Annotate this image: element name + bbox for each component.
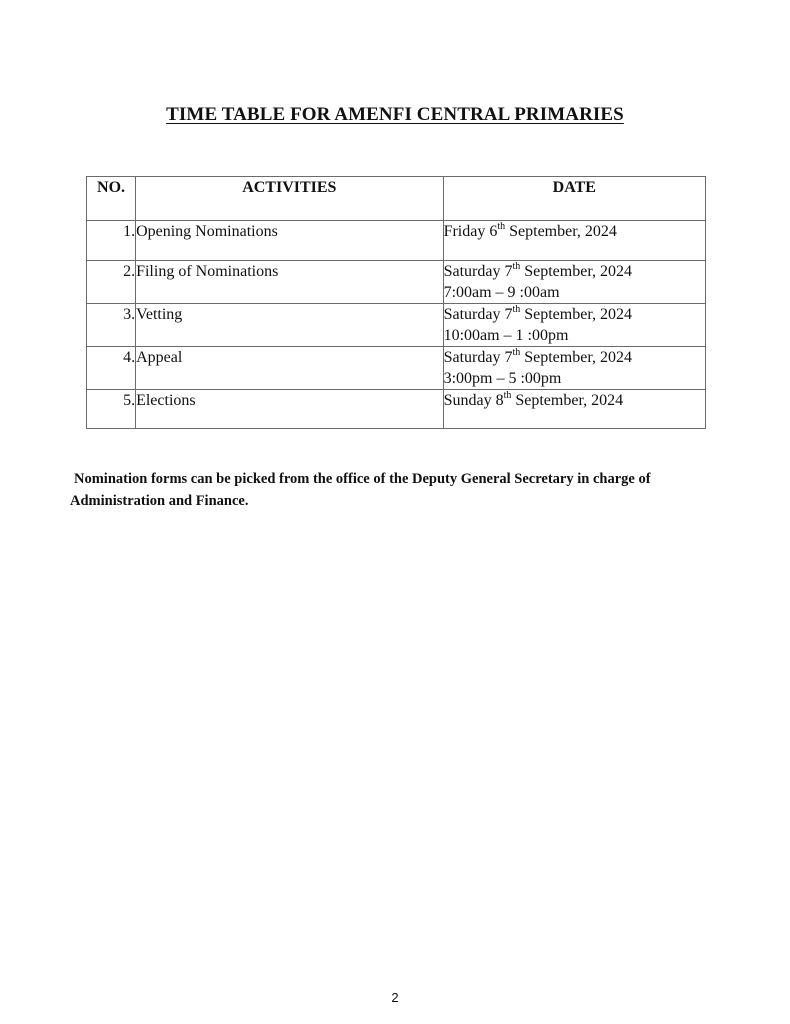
row-date [443,261,705,304]
date-line [444,390,705,411]
header-date: DATE [443,177,705,221]
date-ordinal: th [497,220,506,232]
date-ordinal: th [512,303,521,315]
table-row [87,347,706,390]
row-activity: Vetting [136,304,443,347]
date-month-year: September, 2024 [511,392,624,409]
date-line [444,261,705,282]
row-number: 2. [87,261,136,304]
row-date [443,304,705,347]
date-month-year: September, 2024 [520,263,632,280]
time-range: 10:00am – 1 :00pm [443,327,569,344]
date-line [444,304,705,325]
header-no: NO. [87,177,136,221]
time-range: 7:00am – 9 :00am [443,284,560,301]
row-date [443,390,705,429]
date-day: Saturday 7 [443,263,513,280]
row-activity: Appeal [136,347,443,390]
date-month-year: September, 2024 [520,306,632,323]
page-number: 2 [391,990,399,1005]
page-title: TIME TABLE FOR AMENFI CENTRAL PRIMARIES [166,104,624,125]
date-day: Saturday 7 [443,306,513,323]
date-day: Saturday 7 [443,349,513,366]
header-activities: ACTIVITIES [136,177,443,221]
table-row [87,221,706,261]
date-ordinal: th [503,389,512,401]
date-day: Friday 6 [443,223,498,240]
table-row [87,261,706,304]
date-line [444,347,705,368]
row-date [443,221,705,261]
time-range: 3:00pm – 5 :00pm [443,370,562,387]
row-number: 1. [87,221,136,261]
date-line [444,221,705,242]
table-row [87,304,706,347]
date-month-year: September, 2024 [505,223,617,240]
date-day: Sunday 8 [443,392,504,409]
nomination-note: Nomination forms can be picked from the office of the Deputy General Secretary in charge of Administration and Finance. [70,471,651,509]
timetable [86,176,706,429]
table-header-row [87,177,706,221]
date-ordinal: th [512,260,521,272]
table-row [87,390,706,429]
row-number: 3. [87,304,136,347]
row-activity: Opening Nominations [136,221,443,261]
row-number: 5. [87,390,136,429]
row-activity: Elections [136,390,443,429]
row-activity: Filing of Nominations [136,261,443,304]
row-number: 4. [87,347,136,390]
date-month-year: September, 2024 [520,349,632,366]
date-ordinal: th [512,346,521,358]
row-date [443,347,705,390]
